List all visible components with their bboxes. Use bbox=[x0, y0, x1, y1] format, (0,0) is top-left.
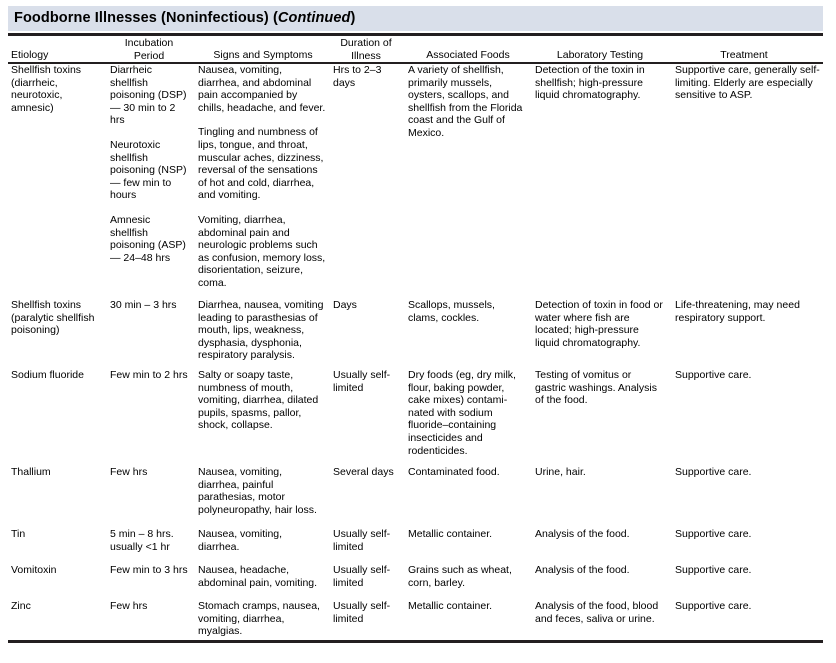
cell-incubation_period bbox=[110, 600, 188, 613]
cell-treatment: Life-threatening, may need respiratory support. bbox=[675, 299, 800, 324]
cell-subblock: Salty or soapy taste, numbness of mouth, vomiting, diarrhea, dilated pupils, spasms, pallor, shock, collapse. bbox=[198, 369, 319, 432]
cell-treatment: Supportive care. bbox=[675, 369, 752, 381]
cell-subblock: 30 min – 3 hrs bbox=[110, 299, 177, 311]
cell-duration_illness: Usually self-limited bbox=[333, 564, 391, 589]
cell-incubation_period bbox=[110, 369, 188, 382]
cell-subblock: Stomach cramps, nausea, vomiting, diarrhea, myalgias. bbox=[198, 600, 320, 638]
column-header-line: Treatment bbox=[720, 49, 768, 61]
cell-treatment: Supportive care, generally self-limiting. Elderly are especially sensitive to ASP. bbox=[675, 64, 820, 102]
cell-incubation_period bbox=[110, 299, 188, 312]
column-header-incubation_period bbox=[105, 37, 193, 62]
cell-laboratory_testing: Detection of the toxin in shellfish; high-pressure liquid chromatography. bbox=[535, 64, 645, 102]
column-header-line: Illness bbox=[351, 49, 381, 62]
cell-signs_symptoms bbox=[198, 466, 326, 516]
table-rule-top bbox=[8, 33, 823, 36]
column-header-line: Etiology bbox=[11, 49, 49, 61]
table-row bbox=[0, 466, 836, 528]
cell-subblock: Tingling and numbness of lips, tongue, and throat, muscular aches, dizziness, reversal of the sensations of hot and cold, diarrhea, and vomiting. bbox=[198, 126, 324, 202]
column-header-line: Period bbox=[133, 49, 165, 62]
column-header-signs_symptoms bbox=[196, 49, 330, 62]
table-title-banner bbox=[8, 6, 823, 31]
cell-duration_illness: Usually self-limited bbox=[333, 369, 391, 394]
cell-subblock: Few min to 2 hrs bbox=[110, 369, 188, 381]
cell-etiology: Shellfish toxins (paralytic shellfish poisoning) bbox=[11, 299, 95, 337]
cell-signs_symptoms bbox=[198, 600, 326, 638]
column-header-etiology bbox=[11, 49, 103, 62]
cell-signs_symptoms bbox=[198, 564, 326, 589]
column-header-laboratory_testing bbox=[530, 49, 670, 62]
table-row bbox=[0, 564, 836, 600]
cell-signs_symptoms bbox=[198, 528, 326, 553]
table-row bbox=[0, 369, 836, 466]
cell-subblock: Nausea, vomiting, diarrhea, and abdominal pain accompanied by chills, headache, and fever. bbox=[198, 64, 326, 114]
cell-subblock: Few min to 3 hrs bbox=[110, 564, 188, 576]
cell-treatment: Supportive care. bbox=[675, 466, 752, 478]
cell-subblock: Few hrs bbox=[110, 466, 148, 478]
cell-duration_illness: Hrs to 2–3 days bbox=[333, 64, 382, 89]
page-title-paren-open: ( bbox=[272, 10, 278, 26]
page-title-continued: Continued bbox=[277, 10, 351, 26]
cell-subblock: Vomiting, diarrhea, abdominal pain and neurologic problems such as confusion, memory loss, disorientation, seizure, coma. bbox=[198, 213, 326, 289]
cell-laboratory_testing: Testing of vomitus or gastric washings. Analysis of the food. bbox=[535, 369, 657, 407]
cell-subblock: Diarrheic shellfish poisoning (DSP) — 30 min to 2 hrs bbox=[110, 64, 187, 127]
column-header-line: Duration of bbox=[340, 37, 392, 49]
cell-incubation_period bbox=[110, 64, 188, 264]
cell-signs_symptoms bbox=[198, 64, 326, 290]
column-header-line: Laboratory Testing bbox=[556, 49, 644, 61]
page-title-paren-close: ) bbox=[350, 10, 356, 26]
cell-duration_illness: Days bbox=[333, 299, 357, 311]
cell-subblock: Amnesic shellfish poisoning (ASP) — 24–48 hrs bbox=[110, 213, 186, 264]
cell-associated_foods: A variety of shellfish, primarily mussels, oysters, scallops, and shellfish from the Florida coast and the Gulf of Mexico. bbox=[408, 64, 523, 139]
table-row bbox=[0, 600, 836, 642]
cell-laboratory_testing: Detection of toxin in food or water where fish are located; high-pressure liquid chromatography. bbox=[535, 299, 663, 349]
column-header-line: Incubation bbox=[124, 37, 174, 49]
cell-etiology: Zinc bbox=[11, 600, 31, 612]
cell-laboratory_testing: Urine, hair. bbox=[535, 466, 586, 478]
page-title-main: Foodborne Illnesses (Noninfectious) bbox=[14, 10, 273, 26]
column-header-line: Signs and Symptoms bbox=[213, 49, 313, 61]
cell-associated_foods: Metallic container. bbox=[408, 528, 493, 540]
cell-subblock: Diarrhea, nausea, vomiting leading to parasthesias of mouth, lips, weakness, dysphasia, dysphonia, respiratory paralysis. bbox=[198, 299, 324, 362]
cell-incubation_period bbox=[110, 528, 188, 553]
cell-associated_foods: Contaminated food. bbox=[408, 466, 500, 478]
cell-etiology: Vomitoxin bbox=[11, 564, 57, 576]
cell-signs_symptoms bbox=[198, 369, 326, 432]
column-header-associated_foods bbox=[404, 49, 532, 62]
cell-subblock: Nausea, vomiting, diarrhea. bbox=[198, 528, 283, 553]
cell-subblock: Nausea, vomiting, diarrhea, painful parathesias, motor polyneuropathy, hair loss. bbox=[198, 466, 317, 516]
cell-duration_illness: Usually self-limited bbox=[333, 528, 391, 553]
cell-laboratory_testing: Analysis of the food. bbox=[535, 528, 630, 540]
cell-incubation_period bbox=[110, 564, 188, 577]
cell-subblock: Nausea, headache, abdominal pain, vomiting. bbox=[198, 564, 318, 589]
table-row bbox=[0, 528, 836, 564]
cell-associated_foods: Dry foods (eg, dry milk, flour, baking powder, cake mixes) contami-nated with sodium fluoride–containing insecticides and rodenticides. bbox=[408, 369, 516, 457]
cell-laboratory_testing: Analysis of the food. bbox=[535, 564, 630, 576]
cell-etiology: Shellfish toxins (diarrheic, neurotoxic, amnesic) bbox=[11, 64, 82, 114]
cell-signs_symptoms bbox=[198, 299, 326, 362]
cell-laboratory_testing: Analysis of the food, blood and feces, saliva or urine. bbox=[535, 600, 659, 625]
cell-associated_foods: Scallops, mussels, clams, cockles. bbox=[408, 299, 495, 324]
cell-treatment: Supportive care. bbox=[675, 528, 752, 540]
page-title bbox=[14, 10, 355, 26]
cell-subblock: 5 min – 8 hrs. usually <1 hr bbox=[110, 528, 174, 553]
cell-incubation_period bbox=[110, 466, 188, 479]
cell-etiology: Tin bbox=[11, 528, 26, 540]
cell-associated_foods: Grains such as wheat, corn, barley. bbox=[408, 564, 512, 589]
table-row bbox=[0, 64, 836, 299]
cell-etiology: Sodium fluoride bbox=[11, 369, 84, 381]
column-header-line: Associated Foods bbox=[426, 49, 510, 61]
column-header-treatment bbox=[668, 49, 820, 62]
table-row bbox=[0, 299, 836, 369]
cell-subblock: Few hrs bbox=[110, 600, 148, 612]
cell-associated_foods: Metallic container. bbox=[408, 600, 493, 612]
cell-treatment: Supportive care. bbox=[675, 564, 752, 576]
cell-etiology: Thallium bbox=[11, 466, 51, 478]
column-header-duration_illness bbox=[330, 37, 402, 62]
cell-duration_illness: Several days bbox=[333, 466, 394, 478]
cell-treatment: Supportive care. bbox=[675, 600, 752, 612]
cell-duration_illness: Usually self-limited bbox=[333, 600, 391, 625]
cell-subblock: Neurotoxic shellfish poisoning (NSP) — few min to hours bbox=[110, 138, 187, 202]
